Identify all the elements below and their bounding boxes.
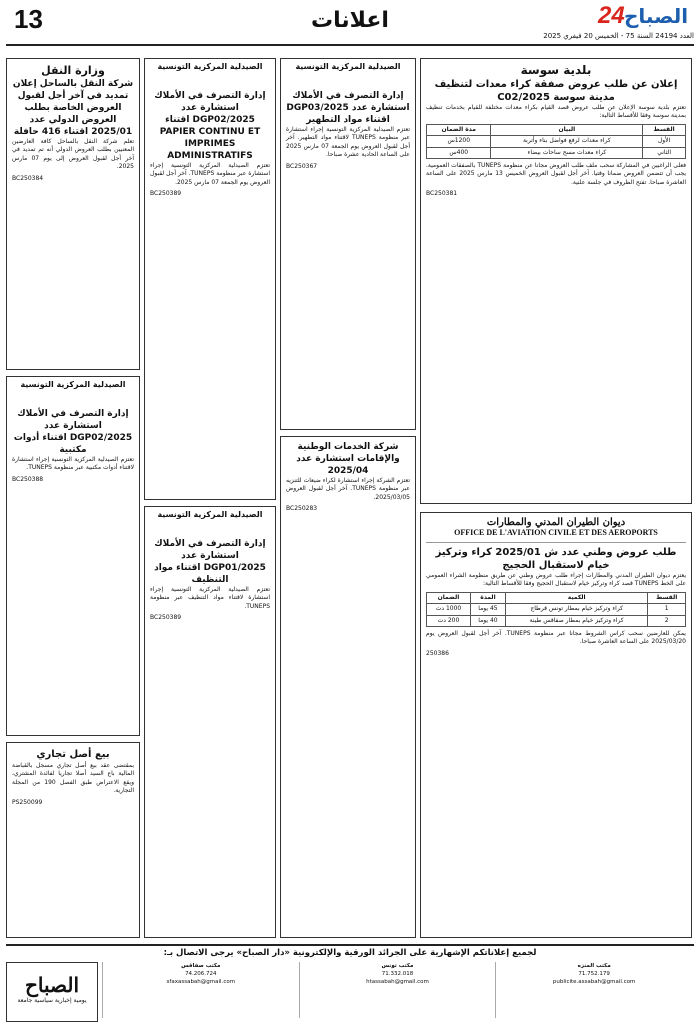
td: 45 يوما (470, 604, 505, 615)
org-name: الصيدلية المركزية التونسية (295, 62, 401, 71)
ad-services (280, 436, 416, 938)
ad-sale (6, 742, 140, 938)
ad-subtitle: شركة الخدمات الوطنية والإقامات استشارة عدد 2025/04 (296, 442, 400, 476)
ad-aviation (420, 512, 692, 938)
aviation-logo (426, 517, 686, 543)
ad-body: تعتزم بلدية سوسة الإعلان عن طلب عروض قصد القيام بكراء معدات مختلفة للقيام بخدمات تنظيف بمدينة سوسة وفقا للأقساط التالية: (426, 104, 686, 120)
ad-rest: يمكن للعارضين سحب كراس الشروط مجانا عبر منظومة TUNEPS. آخر أجل لقبول العروض يوم 2025/03/20 على الساعة العاشرة صباحا. (426, 630, 686, 646)
ad-body: تعتزم الصيدلية المركزية التونسية إجراء استشارة لاقتناء مواد التنظيف عبر منظومة TUNEPS. (150, 586, 270, 610)
ad-title: وزارة النقل (41, 64, 105, 77)
pharmacy-logo (150, 63, 270, 87)
office-email[interactable]: publicite.assabah@gmail.com (552, 979, 636, 985)
td: 40 يوما (470, 615, 505, 626)
th: البيان (491, 124, 643, 135)
office-col (299, 962, 496, 1018)
ad-body: بمقتضى عقد بيع أصل تجاري مسجل بالقباضة المالية باع السيد أصلا تجاريا لفائدة المشتري، ويقع الاعتراض طبق الفصل 190 من المجلة التجارية. (12, 762, 134, 795)
footer-contacts (102, 962, 692, 1018)
issue-line: العدد 24194 السنة 75 - الخميس 20 فيفري 2025 (543, 32, 694, 40)
office-name: مكتب تونس (381, 963, 414, 969)
th: الضمان (427, 592, 471, 603)
footer-brand (6, 962, 98, 1022)
ad-body: تعتزم الشركة إجراء استشارة لكراء ضيعات للتنزيه عبر منظومة TUNEPS. آخر أجل لقبول العروض 2025/03/05. (286, 477, 410, 501)
ad-body: تعتزم الصيدلية المركزية التونسية إجراء استشارة عبر منظومة TUNEPS لاقتناء مواد التطهير. آخر أجل لقبول العروض يوم الجمعة 07 مارس 2025 على الساعة الحادية عشرة صباحا. (286, 126, 411, 159)
office-email[interactable]: sfaxassabah@gmail.com (166, 979, 236, 985)
ad-code: BC250283 (286, 505, 318, 513)
ad-body: تعتزم الصيدلية المركزية التونسية إجراء استشارة لاقتناء أدوات مكتبية عبر منظومة TUNEPS. (12, 456, 134, 472)
th: المدة (470, 592, 505, 603)
th: القسط (648, 592, 686, 603)
ad-code: PS250099 (12, 798, 43, 806)
office-name: مكتب المنزه (577, 963, 611, 969)
pharmacy-logo (150, 511, 270, 535)
ad-subtitle: إدارة التصرف في الأملاك استشارة عدد 2025/DGP01 اقتناء مواد التنظيف (154, 539, 266, 585)
office-phone: 71.752.179 (578, 971, 610, 977)
ad-pharmacy-dgp01 (144, 506, 276, 938)
td: 200 دت (427, 615, 471, 626)
logo-text: الصباح (624, 4, 689, 28)
th: الكمية (505, 592, 647, 603)
office-phone: 71.332.018 (381, 971, 414, 977)
ad-transport (6, 58, 140, 370)
ad-code: BC250367 (286, 162, 318, 170)
ad-subtitle: إدارة التصرف في الأملاك استشارة عدد 2025/DGP03 اقتناء مواد التطهير (286, 91, 410, 125)
page-number: 13 (14, 4, 43, 34)
org-name: الصيدلية المركزية التونسية (20, 380, 126, 389)
ad-code: BC250389 (150, 614, 182, 622)
ad-pharmacy-office (6, 376, 140, 736)
section-title: اعلانات (311, 8, 389, 33)
ad-subtitle: شركة النقل بالساحل إعلان تمديد في آخر أجل لقبول العروض الخاصة بطلب العروض الدولي عدد 2025/01 اقتناء 416 حافلة (12, 79, 134, 137)
office-phone: 74.206.724 (185, 971, 217, 977)
ad-code: 250386 (426, 649, 449, 657)
logo-number: 24 (598, 2, 625, 29)
page-footer (6, 944, 694, 1024)
td: 1 (648, 604, 686, 615)
ad-title: بلدية سوسة (520, 63, 592, 77)
ad-code: BC250381 (426, 190, 458, 198)
td: 1200س (427, 136, 491, 147)
aviation-fr: OFFICE DE L'AVIATION CIVILE ET DES AEROPORTS (454, 528, 658, 537)
lots-table (426, 124, 686, 159)
page-header (6, 2, 694, 46)
ad-pharmacy-dgp02 (144, 58, 276, 500)
office-name: مكتب صفاقس (181, 963, 221, 969)
pharmacy-logo (12, 381, 134, 405)
footer-title: لجميع إعلاناتكم الإشهارية على الجرائد الورقية والإلكترونية «دار الصباح» يرجى الاتصال بـ: (163, 948, 537, 958)
th: مدة الضمان (427, 124, 491, 135)
td: كراء معدات مسح ساحات بيضاء (491, 147, 643, 158)
ad-body: تعتزم الصيدلية المركزية التونسية إجراء استشارة عبر منظومة TUNEPS. آخر أجل لقبول العروض يوم الجمعة 07 مارس 2025. (150, 162, 270, 186)
brand-name: الصباح (24, 973, 80, 997)
ad-subtitle: إدارة التصرف في الأملاك استشارة عدد 2025/DGP02 اقتناء أدوات مكتبية (13, 409, 133, 455)
ad-code: BC250384 (12, 174, 44, 182)
td: الثاني (643, 147, 686, 158)
ad-subtitle: إعلان عن طلب عروض صفقة كراء معدات لتنظيف مدينة سوسة 2025/C02 (434, 79, 678, 103)
office-email[interactable]: htassabah@gmail.com (366, 979, 429, 985)
th: القسط (643, 124, 686, 135)
td: كراء معدات لرفع فواضل بناء وأتربة (491, 136, 643, 147)
td: الأول (643, 136, 686, 147)
ad-rest: فعلى الراغبين في المشاركة سحب ملف طلب العروض مجانا عن منظومة TUNEPS بالصفقات العمومية. يجب أن تتضمن العروض ضمانا وقتيا. آخر أجل لقبول العروض الخميس 13 مارس 2025 على الساعة العاشرة صباحا. تفتح الظروف في جلسة علنية. (426, 162, 687, 186)
ad-code: BC250388 (12, 475, 44, 483)
ad-subtitle: طلب عروض وطني عدد ش 2025/01 كراء وتركيز خيام لاستقبال الحجيج (435, 547, 677, 571)
newspaper-logo (598, 2, 694, 28)
org-name: الصيدلية المركزية التونسية (157, 62, 263, 71)
org-name: الصيدلية المركزية التونسية (157, 510, 263, 519)
td: 2 (648, 615, 686, 626)
ad-municipality (420, 58, 692, 504)
ad-body: تعلم شركة النقل بالساحل كافة العارضين المعنيين بطلب العروض الدولي أنه تم تمديد في آخر أجل لقبول العروض إلى يوم 07 مارس 2025. (12, 138, 135, 171)
ad-subtitle: إدارة التصرف في الأملاك استشارة عدد 2025/DGP02 اقتناء PAPIER CONTINU ET IMPRIMES ADMINISTRATIFS (154, 91, 266, 161)
brand-sub: يومية إخبارية سياسية جامعة (17, 997, 87, 1004)
ad-pharmacy-dgp03 (280, 58, 416, 430)
office-col (495, 962, 692, 1018)
pharmacy-logo (286, 63, 410, 87)
td: كراء وتركيز خيام بمطار تونس قرطاج (505, 604, 647, 615)
ad-title: بيع أصل تجاري (36, 749, 110, 760)
td: 1000 دت (427, 604, 471, 615)
td: كراء وتركيز خيام بمطار صفاقس طينة (505, 615, 647, 626)
lots-table (426, 592, 686, 627)
aviation-ar: ديوان الطيران المدني والمطارات (486, 517, 626, 528)
td: 400س (427, 147, 491, 158)
office-col (102, 962, 299, 1018)
ad-code: BC250389 (150, 190, 182, 198)
ad-body: يعتزم ديوان الطيران المدني والمطارات إجراء طلب عروض وطني عن طريق منظومة الشراء العمومي على الخط TUNEPS قصد كراء وتركيز خيام لاستقبال الحجيج وفقا للأقساط التالية: (426, 572, 686, 588)
